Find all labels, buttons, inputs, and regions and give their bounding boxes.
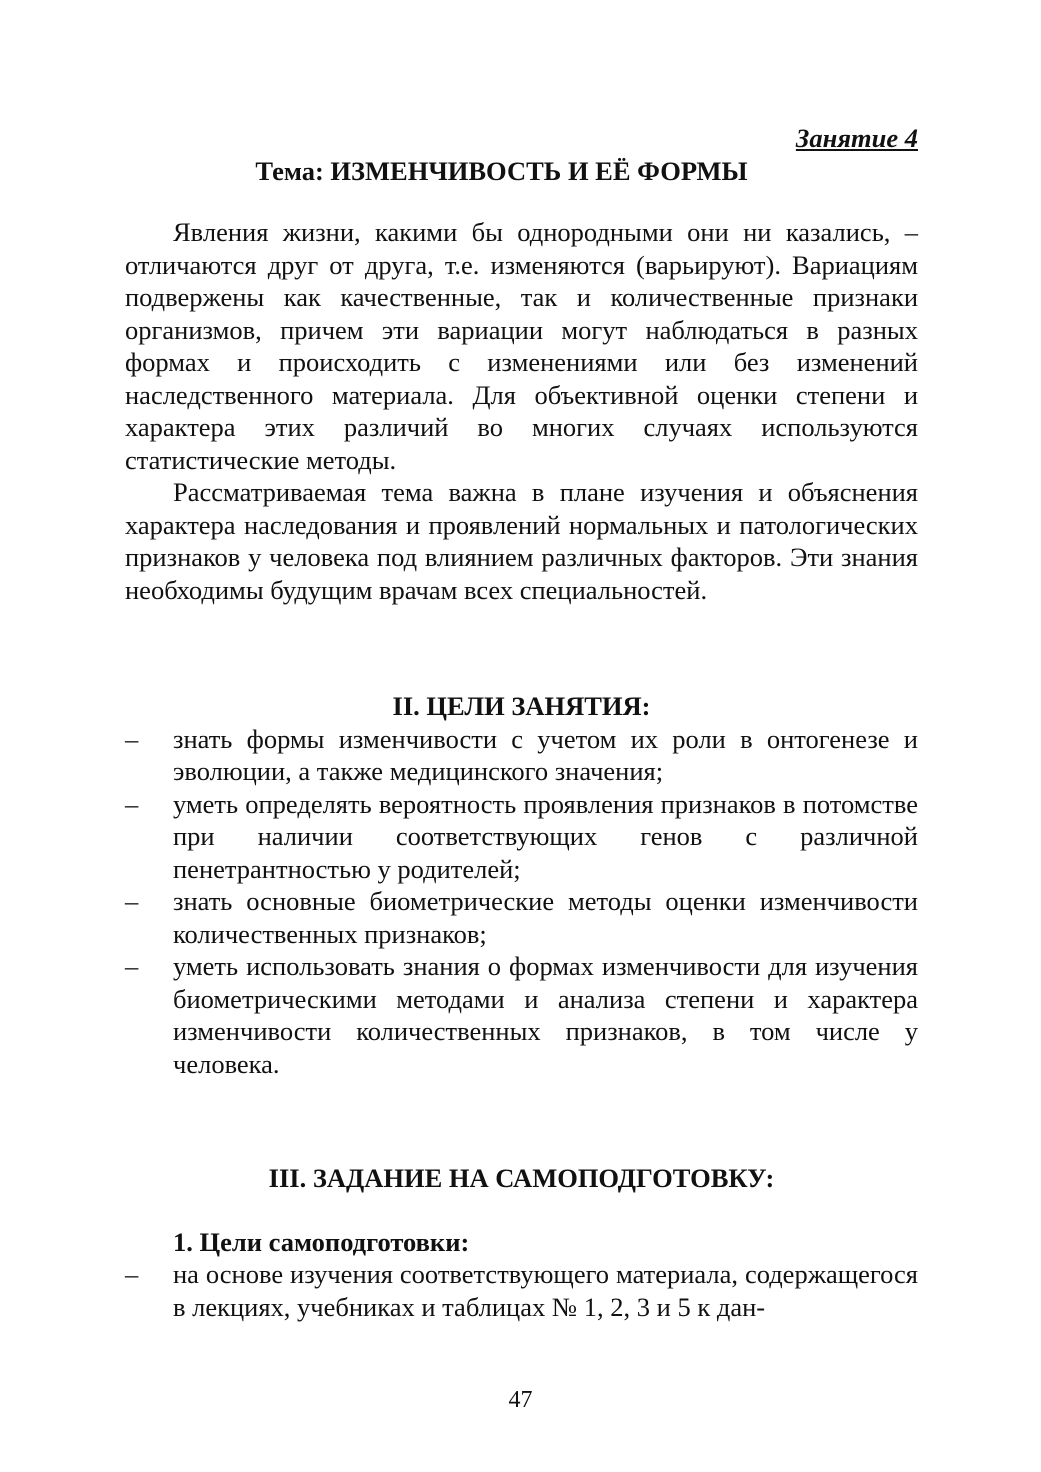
lesson-label: Занятие 4	[795, 123, 918, 153]
dash-marker: –	[125, 1259, 139, 1289]
dash-marker: –	[125, 951, 139, 981]
self-prep-heading: III. ЗАДАНИЕ НА САМОПОДГОТОВКУ:	[268, 1163, 775, 1193]
goal-text: уметь определять вероятность проявления признаков в потомстве при наличии соответствующих генов с различной пенетрантностью у родителей;	[173, 788, 918, 884]
self-prep-subheading: 1. Цели самоподготовки:	[173, 1226, 470, 1257]
dash-marker: –	[125, 886, 139, 916]
list-item	[125, 788, 918, 886]
page-number: 47	[508, 1387, 533, 1413]
list-item	[125, 885, 918, 950]
goal-text: знать формы изменчивости с учетом их роли в онтогенезе и эволюции, а также медицинского значения;	[173, 723, 918, 786]
document-page	[125, 122, 918, 1323]
self-prep-text: на основе изучения соответствующего материала, содержащегося в лекциях, учебниках и таблицах № 1, 2, 3 и 5 к дан-	[173, 1259, 918, 1322]
goals-list	[125, 723, 918, 1081]
self-prep-list	[125, 1258, 918, 1323]
intro-paragraph-2: Рассматриваемая тема важна в плане изучения и объяснения характера наследования и проявлений нормальных и патологических признаков у человека под влиянием различных факторов. Эти знания необходимы будущим врачам всех специальностей.	[125, 477, 918, 605]
list-item	[125, 1258, 918, 1323]
goal-text: уметь использовать знания о формах изменчивости для изучения биометрическими методами и анализа степени и характера изменчивости количественных признаков, в том числе у человека.	[173, 951, 918, 1079]
goal-text: знать основные биометрические методы оценки изменчивости количественных признаков;	[173, 886, 918, 949]
topic-title: Тема: ИЗМЕНЧИВОСТЬ И ЕЁ ФОРМЫ	[255, 155, 748, 186]
intro-paragraph-1: Явления жизни, какими бы однородными они ни казались, – отличаются друг от друга, т.е. изменяются (варьируют). Вариациям подвержены как качественные, так и количественные признаки организмов, причем эти вариации могут наблюдаться в разных формах и происходить с изменениями или без изменений наследственного материала. Для объективной оценки степени и характера этих различий во многих случаях используются статистические методы.	[125, 217, 918, 475]
goals-heading: II. ЦЕЛИ ЗАНЯТИЯ:	[392, 691, 651, 721]
dash-marker: –	[125, 788, 139, 819]
list-item	[125, 723, 918, 788]
list-item	[125, 950, 918, 1080]
dash-marker: –	[125, 723, 139, 754]
